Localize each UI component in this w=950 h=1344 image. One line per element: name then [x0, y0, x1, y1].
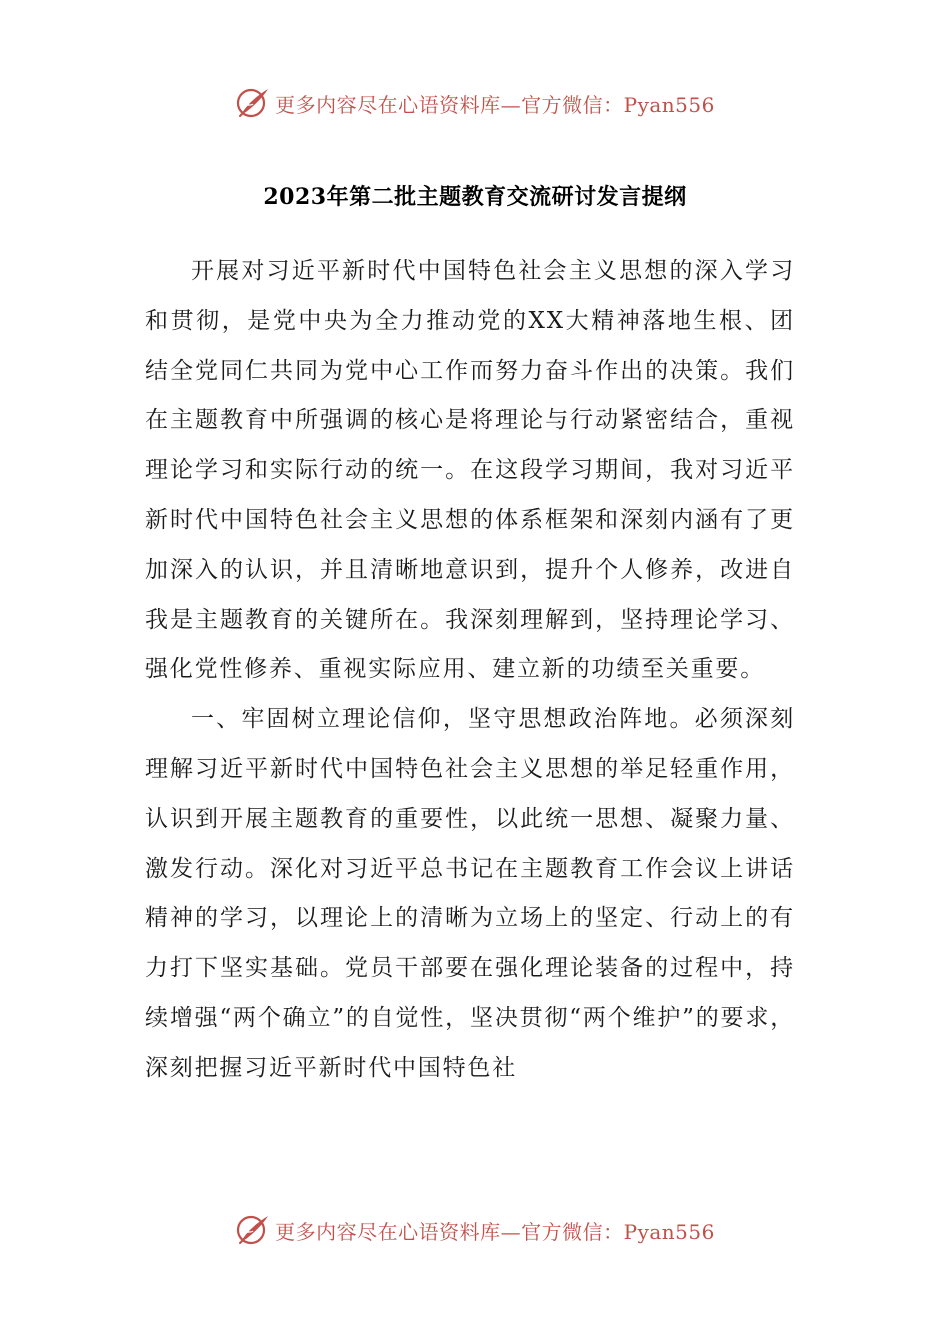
- document-body: [145, 247, 795, 1094]
- quill-pen-logo-icon: [235, 1212, 271, 1248]
- quill-pen-logo-icon: [235, 85, 271, 121]
- document-title: 2023年第二批主题教育交流研讨发言提纲: [263, 184, 687, 210]
- body-paragraph: 一、牢固树立理论信仰，坚守思想政治阵地。必须深刻理解习近平新时代中国特色社会主义思想的举足轻重作用，认识到开展主题教育的重要性，以此统一思想、凝聚力量、激发行动。深化对习近平总书记在主题教育工作会议上讲话精神的学习，以理论上的清晰为立场上的坚定、行动上的有力打下坚实基础。党员干部要在强化理论装备的过程中，持续增强“两个确立”的自觉性，坚决贯彻“两个维护”的要求，深刻把握习近平新时代中国特色社: [145, 706, 795, 1081]
- watermark-text: 更多内容尽在心语资料库—官方微信：Pyan556: [275, 1219, 715, 1244]
- watermark-text: 更多内容尽在心语资料库—官方微信：Pyan556: [275, 92, 715, 117]
- header-watermark: [0, 83, 950, 123]
- body-paragraph: 开展对习近平新时代中国特色社会主义思想的深入学习和贯彻，是党中央为全力推动党的XX大精神落地生根、团结全党同仁共同为党中心工作而努力奋斗作出的决策。我们在主题教育中所强调的核心是将理论与行动紧密结合，重视理论学习和实际行动的统一。在这段学习期间，我对习近平新时代中国特色社会主义思想的体系框架和深刻内涵有了更加深入的认识，并且清晰地意识到，提升个人修养，改进自我是主题教育的关键所在。我深刻理解到，坚持理论学习、强化党性修养、重视实际应用、建立新的功绩至关重要。: [145, 258, 795, 683]
- footer-watermark: [0, 1210, 950, 1250]
